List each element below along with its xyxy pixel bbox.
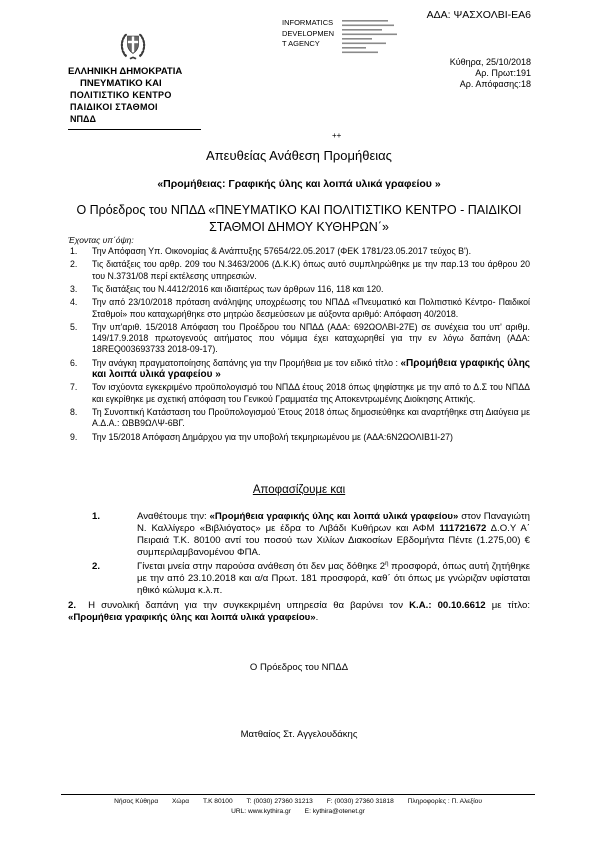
item-text: Την Απόφαση Υπ. Οικονομίας & Ανάπτυξης 57654/22.05.2017 (ΦΕΚ 1781/23.05.2017 τεύχος Β'). [92,246,472,256]
budget-code: Κ.Α.: 00.10.6612 [409,600,486,611]
text-run: στον Παναγιώτη Ν. Καλλίγερο «Βιβλιόγατος» με έδρα το Λιβάδι Κυθήρων και ΑΦΜ [137,511,531,534]
footer-contact-line [61,798,535,805]
consideration-item [68,246,530,257]
superscript: η [385,560,389,567]
protocol-number: Αρ. Πρωτ:191 [475,68,531,78]
decision-number: 1. [92,511,101,522]
document-references [450,57,531,90]
consideration-item [68,407,530,429]
president-heading [68,202,530,236]
document-title: Απευθείας Ανάθεση Προμήθειας [206,148,392,163]
consideration-item [68,358,530,380]
item-number: 5. [70,321,78,332]
signer-line: DEVELOPMEN [282,28,335,38]
item-text: Την από 23/10/2018 πρόταση ανάληψης υποχρέωσης του ΝΠΔΔ «Πνευματικό και Πολιτιστικό Κέντρο- Παιδικοί Σταθμοί» που καταχωρήθηκε στο μητρώο δεσμεύσεων με αύξοντα αριθμό: Απόφαση 40/2018. [92,297,530,319]
item-number: 8. [70,406,78,417]
footer-town: Χώρα [171,798,190,805]
item-number: 6. [70,357,78,368]
decision-item [92,561,530,597]
text-run: Αναθέτουμε την: [137,511,210,522]
document-subject: «Προμήθειας: Γραφικής ύλης και λοιπά υλικά γραφείου » [157,178,441,190]
decision-heading [68,484,530,496]
bold-run: «Προμήθεια γραφικής ύλης και λοιπά υλικά γραφείου» [68,612,316,623]
item-text: Την 15/2018 Απόφαση Δημάρχου για την υποβολή τεκμηριωμένου με (ΑΔΑ:6Ν2ΩΟΛΙΒ1Ι-27) [92,431,453,442]
footer-email: E: kythira@otenet.gr [304,808,365,815]
item-number: 3. [70,283,78,294]
item-text-plain: Την ανάγκη πραγματοποίησης δαπάνης για την Προμήθεια με τον ειδικό τίτλο : [92,357,401,368]
org-divider [68,129,201,130]
org-line-republic: ΕΛΛΗΝΙΚΗ ΔΗΜΟΚΡΑΤΙΑ [68,66,183,77]
org-line-2: ΠΟΛΙΤΙΣΤΙΚΟ ΚΕΝΤΡΟ [70,90,172,100]
greek-coat-of-arms-icon [119,31,147,61]
decision-text [137,511,530,559]
item-number: 9. [70,431,78,442]
ada-code: ΑΔΑ: ΨΑΣΧΟΛΒΙ-ΕΑ6 [426,9,531,21]
item-text: Τη Συνοπτική Κατάσταση του Προϋπολογισμού Έτους 2018 όπως δημοσιεύθηκε και αναρτήθηκε στη Διαύγεια με Α.Δ.Α.: ΩΒΒ9ΩΛΨ-6ΒΓ. [92,406,530,429]
text-run: Δ.Ο.Υ Α΄ Πειραιά Τ.Κ. 80100 αντί του ποσού των Χιλίων Διακοσίων Εβδομήντα Πέντε (1.275,00) € συμπεριλαμβανομένου ΦΠΑ. [137,523,530,558]
tax-id: 111721672 [439,523,487,534]
item-number: 1. [70,246,78,256]
digital-signature-stamp-icon [342,19,400,59]
expense-paragraph [68,600,530,624]
item-number: 4. [70,297,78,308]
footer-postcode: Τ.Κ 80100 [202,798,233,805]
footer-info: Πληροφορίες : Π. Αλεξίου [407,798,482,805]
signer-role: Ο Πρόεδρος του ΝΠΔΔ [249,662,349,673]
signer-name: Ματθαίος Στ. Αγγελουδάκης [240,729,358,740]
consideration-item [68,297,530,319]
signer-logo [282,18,334,50]
decisions-list [92,511,530,598]
item-text: Τις διατάξεις του Ν.4412/2016 και ιδιαιτέρως των άρθρων 116, 118 και 120. [92,283,384,294]
text-run: . [315,612,319,623]
footer-phone: T: (0030) 27360 31213 [246,798,313,805]
footer-web-line [61,808,535,815]
item-text: Την υπ'αριθ. 15/2018 Απόφαση του Προέδρου του ΝΠΔΔ (ΑΔΑ: 692ΩΟΛΒΙ-27Ε) σε συνέχεια του υπ' αριθμ. 149/17.9.2018 πρωτογενούς αιτήματος που νόμιμα έχει καταχωρηθεί για την εν λόγω δαπάνη (ΑΔΑ: 18REQ003693733 2018-09-17). [92,321,530,355]
decision-heading-text: Αποφασίζουμε και [252,484,346,496]
item-number: 2. [70,259,78,270]
footer-island: Νήσος Κύθηρα [114,798,159,805]
decision-number: 2. [92,560,101,572]
footer-fax: F: (0030) 27360 31818 [326,798,394,805]
footer-url: URL: www.kythira.gr [231,808,291,815]
president-heading-line: Ο Πρόεδρος του ΝΠΔΔ «ΠΝΕΥΜΑΤΙΚΟ ΚΑΙ ΠΟΛΙΤΙΣΤΙΚΟ ΚΕΝΤΡΟ - ΠΑΙΔΙΚΟΙ [76,203,522,217]
item-text: Τις διατάξεις του αρθρ. 209 του Ν.3463/2006 (Δ.Κ.Κ) όπως αυτό συμπληρώθηκε με την παρ.13 του άρθρου 20 του Ν.3731/08 περί εκτέλεσης υπηρεσιών. [92,259,530,281]
consideration-item [68,322,530,356]
signer-line: INFORMATICS [282,18,334,27]
text-run: με τίτλο: [485,600,530,611]
considerations-list [68,246,530,445]
president-heading-line: ΣΤΑΘΜΟΙ ΔΗΜΟΥ ΚΥΘΗΡΩΝ΄» [209,220,389,234]
paragraph-number: 2. [68,600,77,611]
item-text: Τον ισχύοντα εγκεκριμένο προϋπολογισμό του ΝΠΔΔ έτους 2018 όπως ψηφίστηκε με την από το Δ.Σ του ΝΠΔΔ και εγκρίθηκε με σχετική απόφαση του Γενικού Γραμματέα της Αποκεντρωμένης Διοίκησης Αττικής. [92,382,530,404]
item-number: 7. [70,382,78,393]
consideration-item [68,432,530,443]
org-line-4: ΝΠΔΔ [70,114,96,124]
footer-divider [61,794,535,795]
text-run: Γίνεται μνεία στην παρούσα ανάθεση ότι δεν μας δόθηκε 2 [137,560,386,572]
text-run: προσφορά, όπως αυτή ζητήθηκε με την από 23.10.2018 και α/α Πρωτ. 181 προσφορά, καθ΄ ότι όπως με γνώριζαν υφίσταται ηθικό κώλυμα κ.λ.π. [137,560,531,596]
place-date: Κύθηρα, 25/10/2018 [449,57,531,67]
bold-run: «Προμήθεια γραφικής ύλης και λοιπά υλικά γραφείου» [209,511,459,522]
item-text-bold-title: «Προμήθεια γραφικής ύλης και λοιπά υλικά γραφείου » [92,357,530,380]
text-run: Η συνολική δαπάνη για την συγκεκριμένη υπηρεσία θα βαρύνει τον [82,600,410,611]
considering-label: Έχοντας υπ΄όψη: [68,235,134,245]
consideration-item [68,259,530,281]
decision-number: Αρ. Απόφασης:18 [459,79,531,89]
margin-mark: ++ [332,131,342,140]
signer-line: T AGENCY [282,39,320,48]
decision-item [92,511,530,559]
consideration-item [68,382,530,404]
org-line-3: ΠΑΙΔΙΚΟΙ ΣΤΑΘΜΟΙ [70,102,158,112]
decision-text [137,561,530,597]
org-line-1: ΠΝΕΥΜΑΤΙΚΟ ΚΑΙ [80,78,162,89]
item-text [92,358,530,380]
consideration-item [68,284,530,295]
